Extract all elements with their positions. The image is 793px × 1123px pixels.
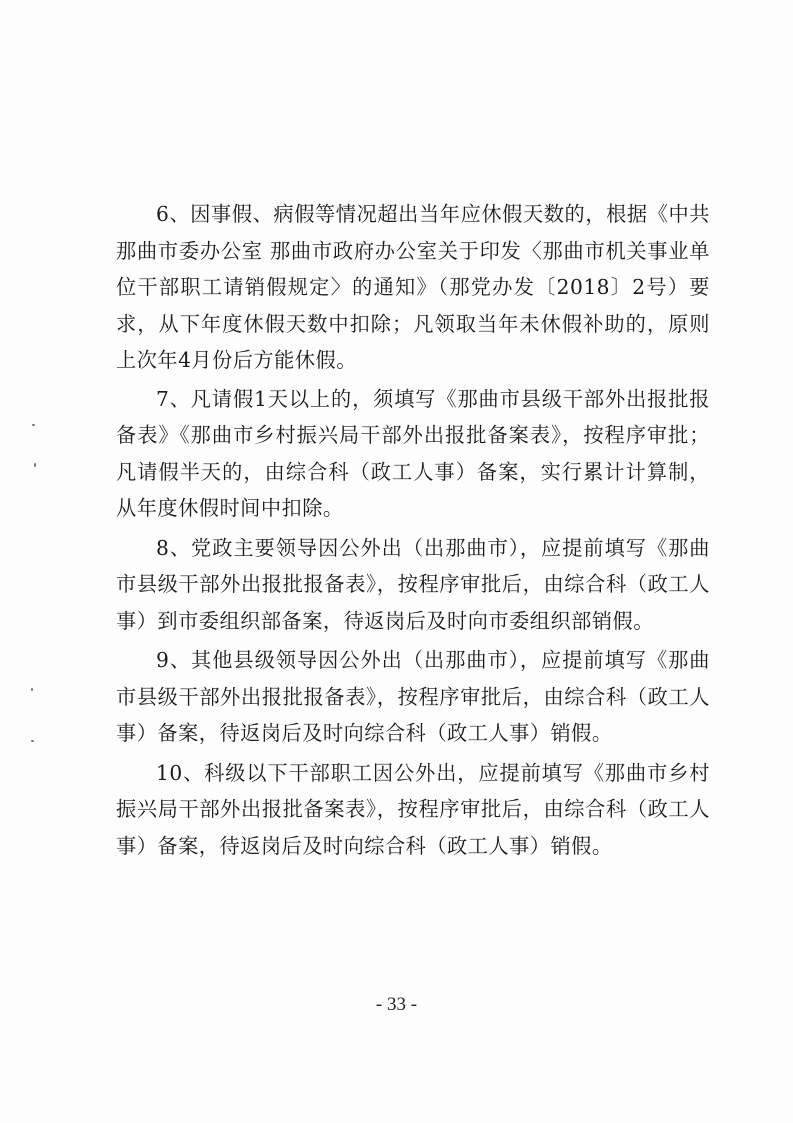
paragraph-item-8: 8、党政主要领导因公外出（出那曲市），应提前填写《那曲市县级干部外出报批报备表》，按程序审批后，由综合科（政工人事）到市委组织部备案，待返岗后及时向市委组织部销假。 xyxy=(116,535,710,633)
scan-mark xyxy=(31,740,34,742)
scan-mark xyxy=(31,688,33,691)
paragraph-item-10: 10、科级以下干部职工因公外出，应提前填写《那曲市乡村振兴局干部外出报批备案表》，按程序审批后，由综合科（政工人事）备案，待返岗后及时向综合科（政工人事）销假。 xyxy=(116,760,710,858)
scan-mark xyxy=(34,463,36,467)
paragraph-item-9: 9、其他县级领导因公外出（出那曲市），应提前填写《那曲市县级干部外出报批报备表》，按程序审批后，由综合科（政工人事）备案，待返岗后及时向综合科（政工人事）销假。 xyxy=(116,648,710,745)
scan-mark xyxy=(32,424,35,426)
document-body xyxy=(116,196,710,864)
paragraph-item-7: 7、凡请假1天以上的，须填写《那曲市县级干部外出报批报备表》《那曲市乡村振兴局干部外出报批备案表》，按程序审批；凡请假半天的，由综合科（政工人事）备案，实行累计计算制，从年度休假时间中扣除。 xyxy=(116,386,710,520)
paragraph-item-6: 6、因事假、病假等情况超出当年应休假天数的，根据《中共那曲市委办公室 那曲市政府办公室关于印发〈那曲市机关事业单位干部职工请销假规定〉的通知》（那党办发〔2018〕2号）要求，从下年度休假天数中扣除；凡领取当年未休假补助的，原则上次年4月份后方能休假。 xyxy=(116,202,710,372)
page-number: - 33 - xyxy=(375,994,418,1015)
